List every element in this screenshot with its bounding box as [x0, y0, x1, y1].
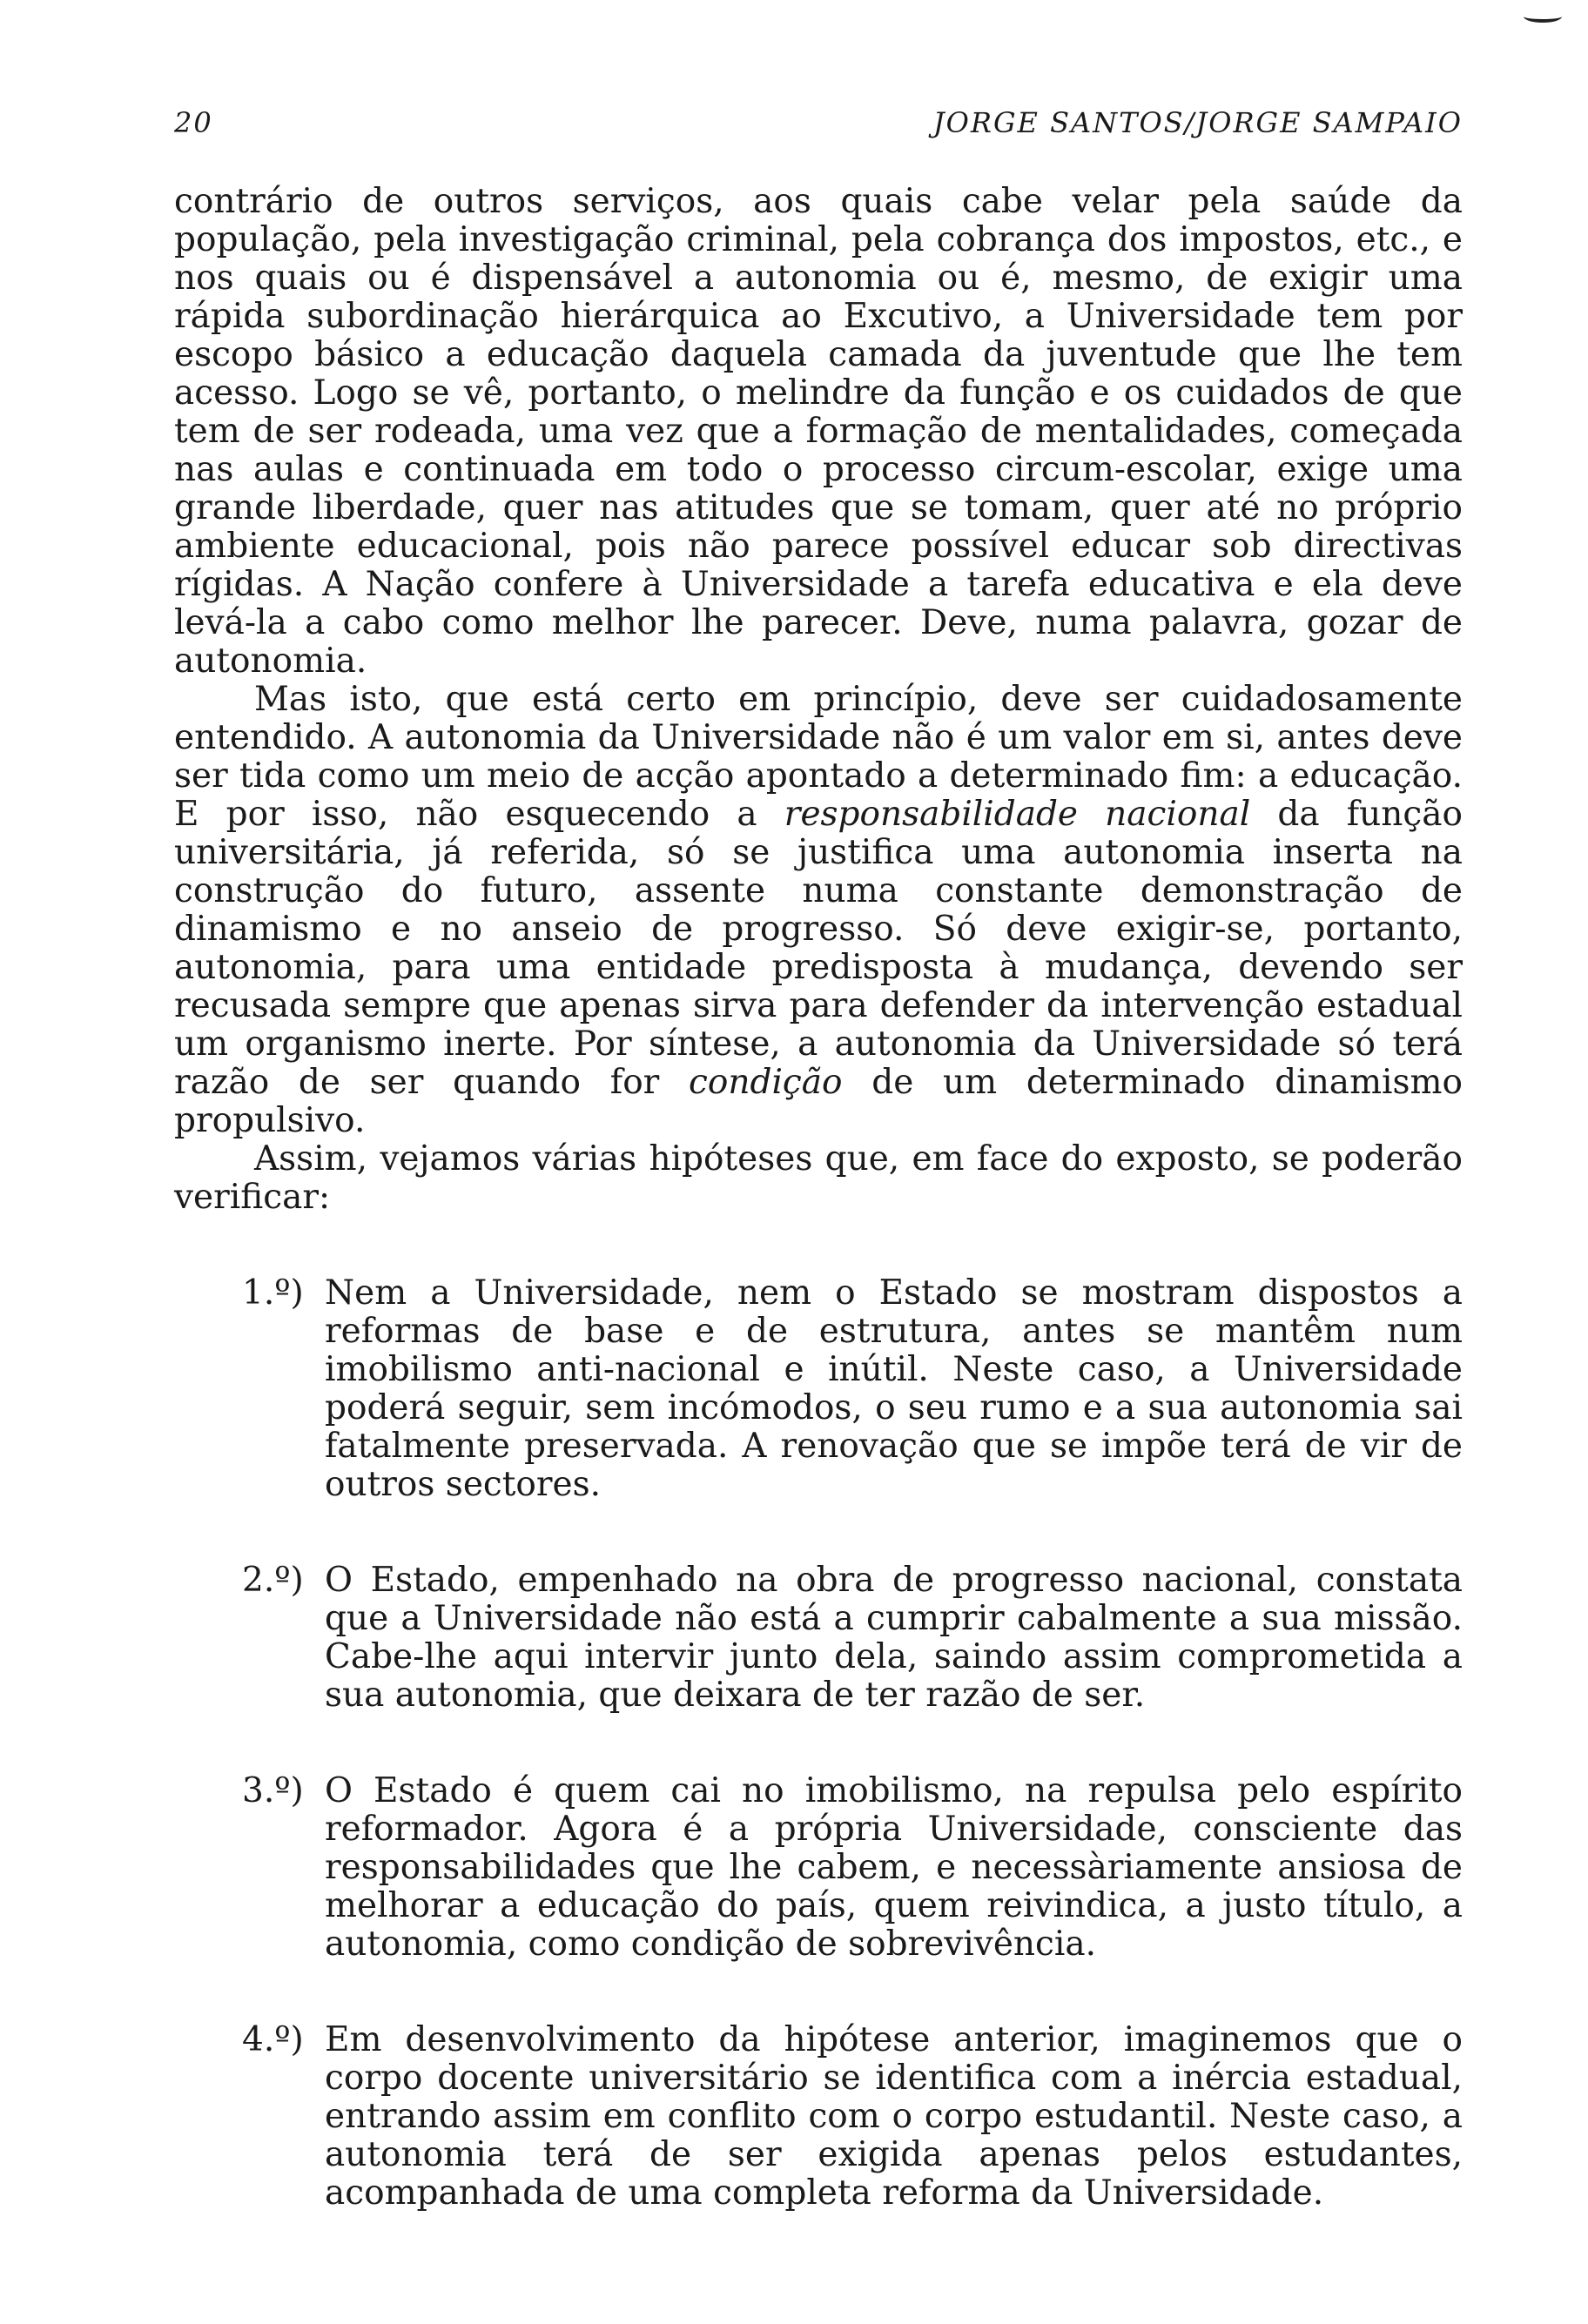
- hypothesis-number: 1.º): [242, 1273, 304, 1313]
- hypothesis-item-1: [242, 1274, 1463, 1504]
- paragraph-2-part-3: de um determinado dinamismo propulsivo.: [174, 1063, 1463, 1140]
- hypothesis-text: O Estado é quem cai no imobilismo, na repulsa pelo espírito reformador. Agora é a própria Universidade, consciente das responsabilidades que lhe cabem, e necessàriamente ansiosa de melhorar a educação do país, quem reivindica, a justo título, a autonomia, como condição de sobrevivência.: [325, 1771, 1463, 1964]
- hypothesis-text: Em desenvolvimento da hipótese anterior, imaginemos que o corpo docente universitário se identifica com a inércia estadual, entrando assim em conflito com o corpo estudantil. Neste caso, a autonomia terá de ser exigida apenas pelos estudantes, acompanhada de uma completa reforma da Universidade.: [325, 2020, 1463, 2213]
- running-head: JORGE SANTOS/JORGE SAMPAIO: [932, 106, 1463, 139]
- page-number: 20: [174, 106, 213, 139]
- paragraph-1: contrário de outros serviços, aos quais cabe velar pela saúde da população, pela investigação criminal, pela cobrança dos impostos, etc., e nos quais ou é dispensável a autonomia ou é, mesmo, de exigir uma rápida subordinação hierárquica ao Excutivo, a Universidade tem por escopo básico a educação daquela camada da juventude que lhe tem acesso. Logo se vê, portanto, o melindre da função e os cuidados de que tem de ser rodeada, uma vez que a formação de mentalidades, começada nas aulas e continuada em todo o processo circum-escolar, exige uma grande liberdade, quer nas atitudes que se tomam, quer até no próprio ambiente educacional, pois não parece possível educar sob directivas rígidas. A Nação confere à Universidade a tarefa educativa e ela deve levá-la a cabo como melhor lhe parecer. Deve, numa palavra, gozar de autonomia.: [174, 182, 1463, 681]
- hypothesis-number: 3.º): [242, 1771, 304, 1810]
- hypothesis-item-3: [242, 1772, 1463, 1964]
- hypothesis-item-4: [242, 2021, 1463, 2213]
- hypotheses-list: [174, 1274, 1463, 2213]
- paragraph-2-emphasis-1: responsabilidade nacional: [784, 795, 1251, 834]
- page-body: [174, 183, 1463, 2270]
- page-header: [174, 106, 1463, 150]
- paragraph-2: [174, 681, 1463, 1140]
- paragraph-3: Assim, vejamos várias hipóteses que, em face do exposto, se poderão verificar:: [174, 1139, 1463, 1217]
- hypothesis-text: O Estado, empenhado na obra de progresso nacional, constata que a Universidade não está a cumprir cabalmente a sua missão. Cabe-lhe aqui intervir junto dela, saindo assim comprometida a sua autonomia, que deixara de ter razão de ser.: [325, 1561, 1463, 1715]
- hypothesis-number: 2.º): [242, 1561, 304, 1600]
- paragraph-2-part-2: da função universitária, já referida, só se justifica uma autonomia inserta na construção do futuro, assente numa constante demonstração de dinamismo e no anseio de progresso. Só deve exigir-se, portanto, autonomia, para uma entidade predisposta à mudança, devendo ser recusada sempre que apenas sirva para defender da intervenção estadual um organismo inerte. Por síntese, a autonomia da Universidade só terá razão de ser quando for: [174, 795, 1463, 1102]
- hypothesis-number: 4.º): [242, 2020, 304, 2059]
- paragraph-2-part-1: Mas isto, que está certo em princípio, deve ser cuidadosamente entendido. A autonomia da Universidade não é um valor em si, antes deve ser tida como um meio de acção apontado a determinado fim: a educação. E por isso, não esquecendo a: [174, 680, 1463, 834]
- paragraph-2-emphasis-2: condição: [689, 1063, 843, 1102]
- corner-pen-mark: [1524, 10, 1562, 23]
- hypothesis-text: Nem a Universidade, nem o Estado se mostram dispostos a reformas de base e de estrutura, antes se mantêm num imobilismo anti-nacional e inútil. Neste caso, a Universidade poderá seguir, sem incómodos, o seu rumo e a sua autonomia sai fatalmente preservada. A renovação que se impõe terá de vir de outros sectores.: [325, 1273, 1463, 1504]
- hypothesis-item-2: [242, 1562, 1463, 1715]
